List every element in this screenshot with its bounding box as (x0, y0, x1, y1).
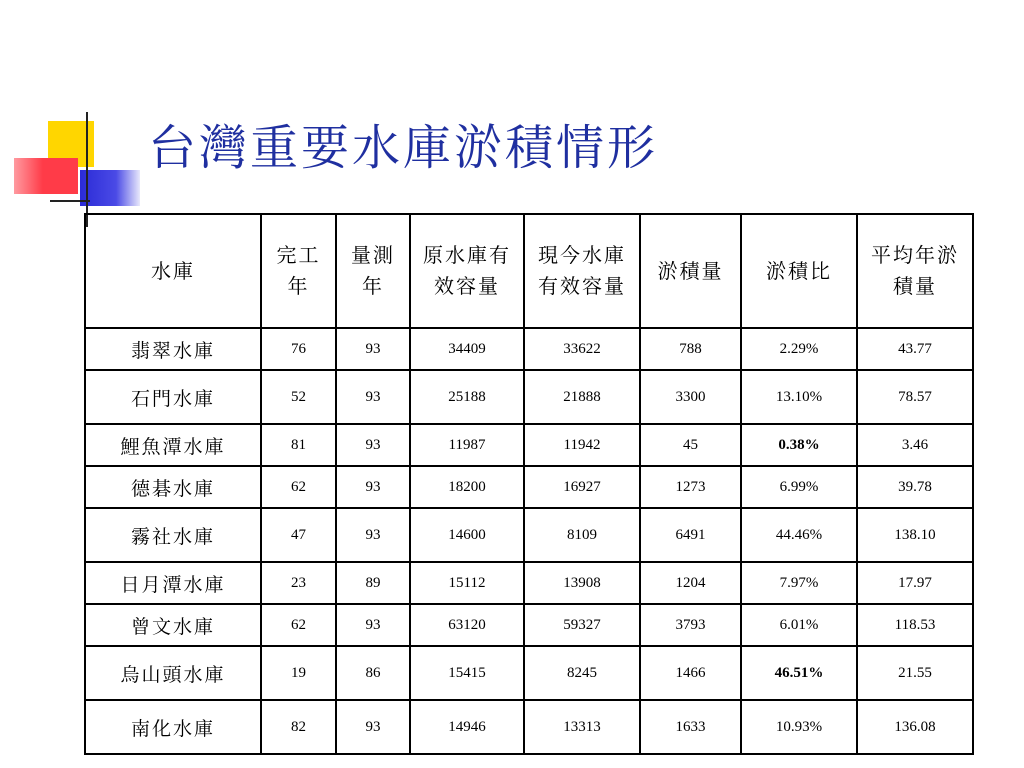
annual-sediment: 17.97 (857, 562, 973, 604)
sediment-ratio: 46.51% (741, 646, 857, 700)
annual-sediment: 78.57 (857, 370, 973, 424)
measure-year: 86 (336, 646, 410, 700)
sediment-volume: 1466 (640, 646, 741, 700)
measure-year: 89 (336, 562, 410, 604)
completion-year: 76 (261, 328, 336, 370)
sediment-ratio: 6.99% (741, 466, 857, 508)
current-capacity: 16927 (524, 466, 640, 508)
ornament-horizontal-line (50, 200, 90, 202)
table-row (85, 646, 973, 700)
reservoir-name: 南化水庫 (85, 700, 261, 754)
reservoir-name: 曾文水庫 (85, 604, 261, 646)
header-sediment-volume: 淤積量 (640, 214, 741, 328)
table-row (85, 466, 973, 508)
sediment-ratio: 10.93% (741, 700, 857, 754)
completion-year: 52 (261, 370, 336, 424)
reservoir-name: 鯉魚潭水庫 (85, 424, 261, 466)
table-row (85, 370, 973, 424)
current-capacity: 33622 (524, 328, 640, 370)
original-capacity: 15415 (410, 646, 524, 700)
sediment-volume: 3300 (640, 370, 741, 424)
header-completion-year: 完工年 (261, 214, 336, 328)
header-measure-year: 量測年 (336, 214, 410, 328)
reservoir-name: 德碁水庫 (85, 466, 261, 508)
reservoir-name: 烏山頭水庫 (85, 646, 261, 700)
ornament-red-bar (14, 158, 78, 194)
header-reservoir: 水庫 (85, 214, 261, 328)
table-row (85, 328, 973, 370)
header-sediment-ratio: 淤積比 (741, 214, 857, 328)
completion-year: 62 (261, 604, 336, 646)
original-capacity: 14946 (410, 700, 524, 754)
current-capacity: 8109 (524, 508, 640, 562)
measure-year: 93 (336, 700, 410, 754)
annual-sediment: 136.08 (857, 700, 973, 754)
annual-sediment: 39.78 (857, 466, 973, 508)
original-capacity: 25188 (410, 370, 524, 424)
annual-sediment: 118.53 (857, 604, 973, 646)
annual-sediment: 138.10 (857, 508, 973, 562)
sediment-ratio: 13.10% (741, 370, 857, 424)
table-row (85, 508, 973, 562)
annual-sediment: 3.46 (857, 424, 973, 466)
measure-year: 93 (336, 370, 410, 424)
reservoir-name: 霧社水庫 (85, 508, 261, 562)
current-capacity: 13908 (524, 562, 640, 604)
measure-year: 93 (336, 508, 410, 562)
annual-sediment: 43.77 (857, 328, 973, 370)
completion-year: 62 (261, 466, 336, 508)
measure-year: 93 (336, 424, 410, 466)
sediment-volume: 45 (640, 424, 741, 466)
header-original-capacity: 原水庫有效容量 (410, 214, 524, 328)
sediment-volume: 1204 (640, 562, 741, 604)
slide-title: 台灣重要水庫淤積情形 (148, 120, 659, 176)
current-capacity: 11942 (524, 424, 640, 466)
sediment-volume: 1273 (640, 466, 741, 508)
annual-sediment: 21.55 (857, 646, 973, 700)
completion-year: 23 (261, 562, 336, 604)
measure-year: 93 (336, 466, 410, 508)
measure-year: 93 (336, 328, 410, 370)
sediment-ratio: 2.29% (741, 328, 857, 370)
sediment-volume: 788 (640, 328, 741, 370)
sediment-ratio: 0.38% (741, 424, 857, 466)
measure-year: 93 (336, 604, 410, 646)
current-capacity: 13313 (524, 700, 640, 754)
original-capacity: 63120 (410, 604, 524, 646)
original-capacity: 34409 (410, 328, 524, 370)
header-annual-sediment: 平均年淤積量 (857, 214, 973, 328)
original-capacity: 18200 (410, 466, 524, 508)
table-row (85, 424, 973, 466)
reservoir-name: 日月潭水庫 (85, 562, 261, 604)
header-row (85, 214, 973, 328)
sediment-volume: 6491 (640, 508, 741, 562)
table-row (85, 562, 973, 604)
current-capacity: 59327 (524, 604, 640, 646)
sediment-ratio: 7.97% (741, 562, 857, 604)
completion-year: 47 (261, 508, 336, 562)
reservoir-name: 翡翠水庫 (85, 328, 261, 370)
sediment-ratio: 6.01% (741, 604, 857, 646)
ornament-vertical-line (86, 112, 88, 227)
table-row (85, 700, 973, 754)
completion-year: 81 (261, 424, 336, 466)
table-row (85, 604, 973, 646)
sediment-volume: 1633 (640, 700, 741, 754)
current-capacity: 8245 (524, 646, 640, 700)
reservoir-table (84, 213, 974, 755)
original-capacity: 15112 (410, 562, 524, 604)
current-capacity: 21888 (524, 370, 640, 424)
original-capacity: 11987 (410, 424, 524, 466)
sediment-ratio: 44.46% (741, 508, 857, 562)
completion-year: 82 (261, 700, 336, 754)
completion-year: 19 (261, 646, 336, 700)
reservoir-name: 石門水庫 (85, 370, 261, 424)
sediment-volume: 3793 (640, 604, 741, 646)
original-capacity: 14600 (410, 508, 524, 562)
header-current-capacity: 現今水庫有效容量 (524, 214, 640, 328)
